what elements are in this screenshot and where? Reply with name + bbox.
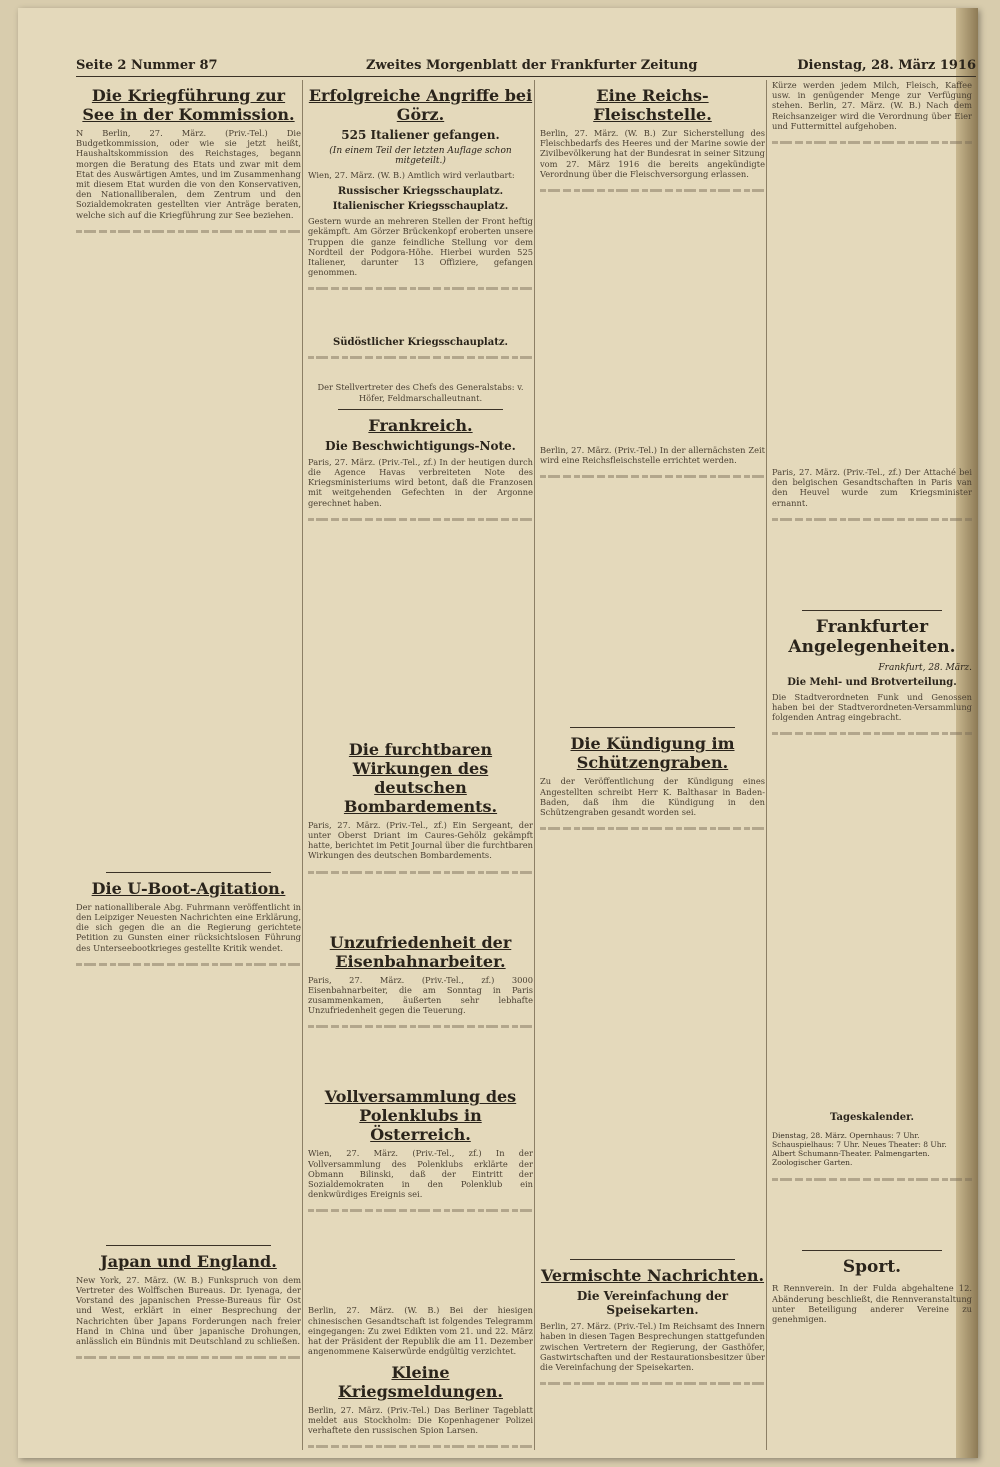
- section-heading: Südöstlicher Kriegsschauplatz.: [332, 337, 508, 349]
- article-title: Frankfurter Angelegenheiten.: [788, 616, 956, 657]
- article-text-block: [308, 352, 533, 382]
- article-text-block: [540, 185, 765, 445]
- column-2: [308, 80, 533, 1450]
- column-rule: [534, 80, 535, 1450]
- article-text-block: [76, 959, 301, 1239]
- separator: [802, 610, 942, 611]
- article-body: Wien, 27. März. (W. B.) Amtlich wird verlautbart:: [308, 170, 515, 180]
- article-body: Paris, 27. März. (Priv.-Tel., zf.) Der Attaché bei den belgischen Gesandtschaften in Paris van den Heuvel wurde zum Kriegsminister ernannt.: [772, 467, 972, 508]
- article-title: Erfolgreiche Angriffe bei Görz.: [308, 86, 533, 124]
- article-title: Vollversammlung des Polenklubs in Österreich.: [324, 1087, 517, 1145]
- article-title: Vermischte Nachrichten.: [540, 1266, 765, 1286]
- article-text-block: [308, 1205, 533, 1305]
- article-subtitle: 525 Italiener gefangen.: [341, 128, 500, 142]
- column-4: [772, 80, 972, 1450]
- article-body: Zu der Veröffentlichung der Kündigung eines Angestellten schreibt Herr K. Balthasar in Baden-Baden, daß ihm die Kündigung in den Schützengraben gesandt worden sei.: [540, 776, 765, 818]
- column-rule: [766, 80, 767, 1450]
- column-rule: [302, 80, 303, 1450]
- article-body: Berlin, 27. März. (Priv.-Tel.) In der allernächsten Zeit wird eine Reichsfleischstelle errichtet werden.: [540, 445, 765, 466]
- article-note: (In einem Teil der letzten Auflage schon mitgeteilt.): [329, 146, 512, 166]
- article-body: Berlin, 27. März. (Priv.-Tel.) Im Reichsamt des Innern haben in diesen Tagen Besprechungen stattgefunden zwischen Vertretern der Regierung, der Gasthöfer, Gastwirtschaften und der Restaurationsbesitzer über die Vereinfachung der Speisekarten.: [540, 1321, 765, 1373]
- article-body: Gestern wurde an mehreren Stellen der Front heftig gekämpft. Am Görzer Brückenkopf eroberten unsere Truppen die ganze feindliche Stellung vor dem Nordteil der Podgora-Höhe. Hierbei wurden 525 Italiener, darunter 13 Offiziere, gefangen genommen.: [308, 216, 533, 278]
- article-subtitle: Die Vereinfachung der Speisekarten.: [576, 1289, 729, 1318]
- article-body: New York, 27. März. (W. B.) Funkspruch von dem Vertreter des Wolffschen Bureaus. Dr. Iyenaga, der Vorstand des japanischen Presse-Bureaus für Ost und West, erklärt in einer Besprechung der Nachrichten über Japans Forderungen nach freier Hand in China und über japanische Drohungen, anlässlich ein Bündnis mit Deutschland zu schließen.: [76, 1274, 301, 1347]
- article-body: Paris, 27. März. (Priv.-Tel., zf.) Ein Sergeant, der unter Oberst Driant im Caures-Gehölz gekämpft hatte, berichtet im Petit Journal über die furchtbaren Wirkungen des deutschen Bombardements.: [308, 819, 533, 861]
- calendar-table: Dienstag, 28. März. Opernhaus: 7 Uhr. Schauspielhaus: 7 Uhr. Neues Theater: 8 Uhr. Albert Schumann-Theater. Palmengarten. Zoologischer Garten.: [772, 1130, 947, 1167]
- header-center: Zweites Morgenblatt der Frankfurter Zeitung: [366, 58, 698, 73]
- article-body: R Rennverein. In der Fulda abgehaltene 12. Abänderung beschließt, die Rennveranstaltung unter Beteiligung anderer Vereine zu genehmigen.: [772, 1283, 972, 1325]
- article-title: Die Kündigung im Schützengraben.: [570, 734, 735, 773]
- article-body: Die Stadtverordneten Funk und Genossen haben bei der Stadtverordneten-Versammlung folgenden Antrag eingebracht.: [772, 691, 972, 723]
- article-text-block: [772, 514, 972, 604]
- article-title: Die Kriegführung zur See in der Kommission.: [82, 86, 295, 124]
- article-text-block: [308, 1441, 533, 1450]
- article-signature: Der Stellvertreter des Chefs des Generalstabs: v. Höfer, Feldmarschalleutnant.: [317, 382, 524, 403]
- article-text-block: [772, 137, 972, 467]
- article-title: Sport.: [842, 1257, 902, 1278]
- separator: [802, 1250, 942, 1251]
- article-text-block: [772, 728, 972, 1108]
- article-title: Kleine Kriegsmeldungen.: [338, 1362, 503, 1401]
- section-heading: Russischer Kriegsschauplatz.: [337, 186, 504, 198]
- article-body: N Berlin, 27. März. (Priv.-Tel.) Die Budgetkommission, oder wie sie jetzt heißt, Haushaltskommission des Reichstages, begann morgen die Beratung des Etats und zwar mit dem Etat des Auswärtigen Amtes, und im Zusammenhang mit diesem Etat wurden die von den Konservativen, den Nationalliberalen, dem Zentrum und den Sozialdemokraten gestellten vier Anträge beraten, welche sich auf die Kriegführung zur See beziehen.: [76, 128, 301, 220]
- article-body: Paris, 27. März. (Priv.-Tel., zf.) In der heutigen durch die Agence Havas verbreiteten Note des Kriegsministeriums wird betont, daß die Franzosen mit weitgehenden Gefechten in der Argonne gerechnet haben.: [308, 456, 533, 508]
- article-body: Kürze werden jedem Milch, Fleisch, Kaffee usw. in genügender Menge zur Verfügung stehen. Berlin, 27. März. (W. B.) Nach dem Reichsanzeiger wird die Verordnung über Eier und Futtermittel aufgehoben.: [772, 80, 972, 131]
- article-text-block: [76, 226, 301, 866]
- article-title: Unzufriedenheit der Eisenbahnarbeiter.: [329, 932, 512, 971]
- article-body: Der nationalliberale Abg. Fuhrmann veröffentlicht in den Leipziger Neuesten Nachrichten eine Erklärung, die sich gegen die an die Regierung gerichtete Petition zu Gunsten einer rücksichtslosen Führung des Unterseebootkrieges gestellte Kritik wendet.: [76, 901, 301, 953]
- article-text-block: [772, 1174, 972, 1244]
- article-text-block: [540, 471, 765, 721]
- article-text-block: [76, 1352, 301, 1450]
- article-body: Berlin, 27. März. (W. B.) Bei der hiesigen chinesischen Gesandtschaft ist folgendes Telegramm eingegangen: Zu zwei Edikten vom 21. und 22. März hat der Präsident der Republik die am 11. Dezember angenommene Kaiserwürde endgültig verzichtet.: [308, 1305, 533, 1357]
- article-text-block: [308, 867, 533, 927]
- article-text-block: [540, 1378, 765, 1450]
- article-title: Die furchtbaren Wirkungen des deutschen Bombardements.: [343, 739, 498, 816]
- article-text-block: [308, 283, 533, 333]
- dateline: Frankfurt, 28. März.: [878, 662, 972, 673]
- separator: [570, 1259, 735, 1260]
- article-text-block: [308, 514, 533, 734]
- article-body: Paris, 27. März. (Priv.-Tel., zf.) 3000 Eisenbahnarbeiter, die am Sonntag in Paris zusammenkamen, äußerten sehr lebhafte Unzufriedenheit gegen die Teuerung.: [308, 974, 533, 1016]
- section-heading: Italienischer Kriegsschauplatz.: [332, 201, 509, 213]
- separator: [106, 872, 271, 873]
- article-title: Frankreich.: [368, 415, 473, 435]
- article-subtitle: Die Beschwichtigungs-Note.: [325, 438, 516, 453]
- column-3: [540, 80, 765, 1450]
- column-1: [76, 80, 301, 1450]
- article-body: Berlin, 27. März. (Priv.-Tel.) Das Berliner Tageblatt meldet aus Stockholm: Die Kopenhagener Polizei verhaftete den russischen Spion Larsen.: [308, 1404, 533, 1435]
- section-heading: Tageskalender.: [830, 1112, 914, 1124]
- header-right: Dienstag, 28. März 1916: [797, 58, 976, 73]
- article-text-block: [540, 823, 765, 1253]
- article-title: Japan und England.: [100, 1251, 277, 1271]
- section-heading: Die Mehl- und Brotverteilung.: [787, 676, 957, 688]
- newspaper-page: [18, 8, 978, 1458]
- article-body: Wien, 27. März. (Priv.-Tel., zf.) In der Vollversammlung des Polenklubs erklärte der Obmann Bilinski, daß der Eintritt der Sozialdemokraten in den Polenklub ein denkwürdiges Ereignis sei.: [308, 1148, 533, 1200]
- article-body: Berlin, 27. März. (W. B.) Zur Sicherstellung des Fleischbedarfs des Heeres und der Marine sowie der Zivilbevölkerung hat der Bundesrat in seiner Sitzung vom 27. März 1916 die bereits angekündigte Verordnung über die Fleischversorgung erlassen.: [540, 128, 765, 179]
- header-left: Seite 2 Nummer 87: [76, 58, 218, 73]
- separator: [106, 1245, 271, 1246]
- article-title: Die U-Boot-Agitation.: [91, 878, 286, 898]
- separator: [338, 409, 503, 410]
- article-text-block: [308, 1021, 533, 1081]
- article-title: Eine Reichs-Fleischstelle.: [593, 86, 712, 124]
- page-header: [76, 56, 976, 77]
- separator: [570, 727, 735, 728]
